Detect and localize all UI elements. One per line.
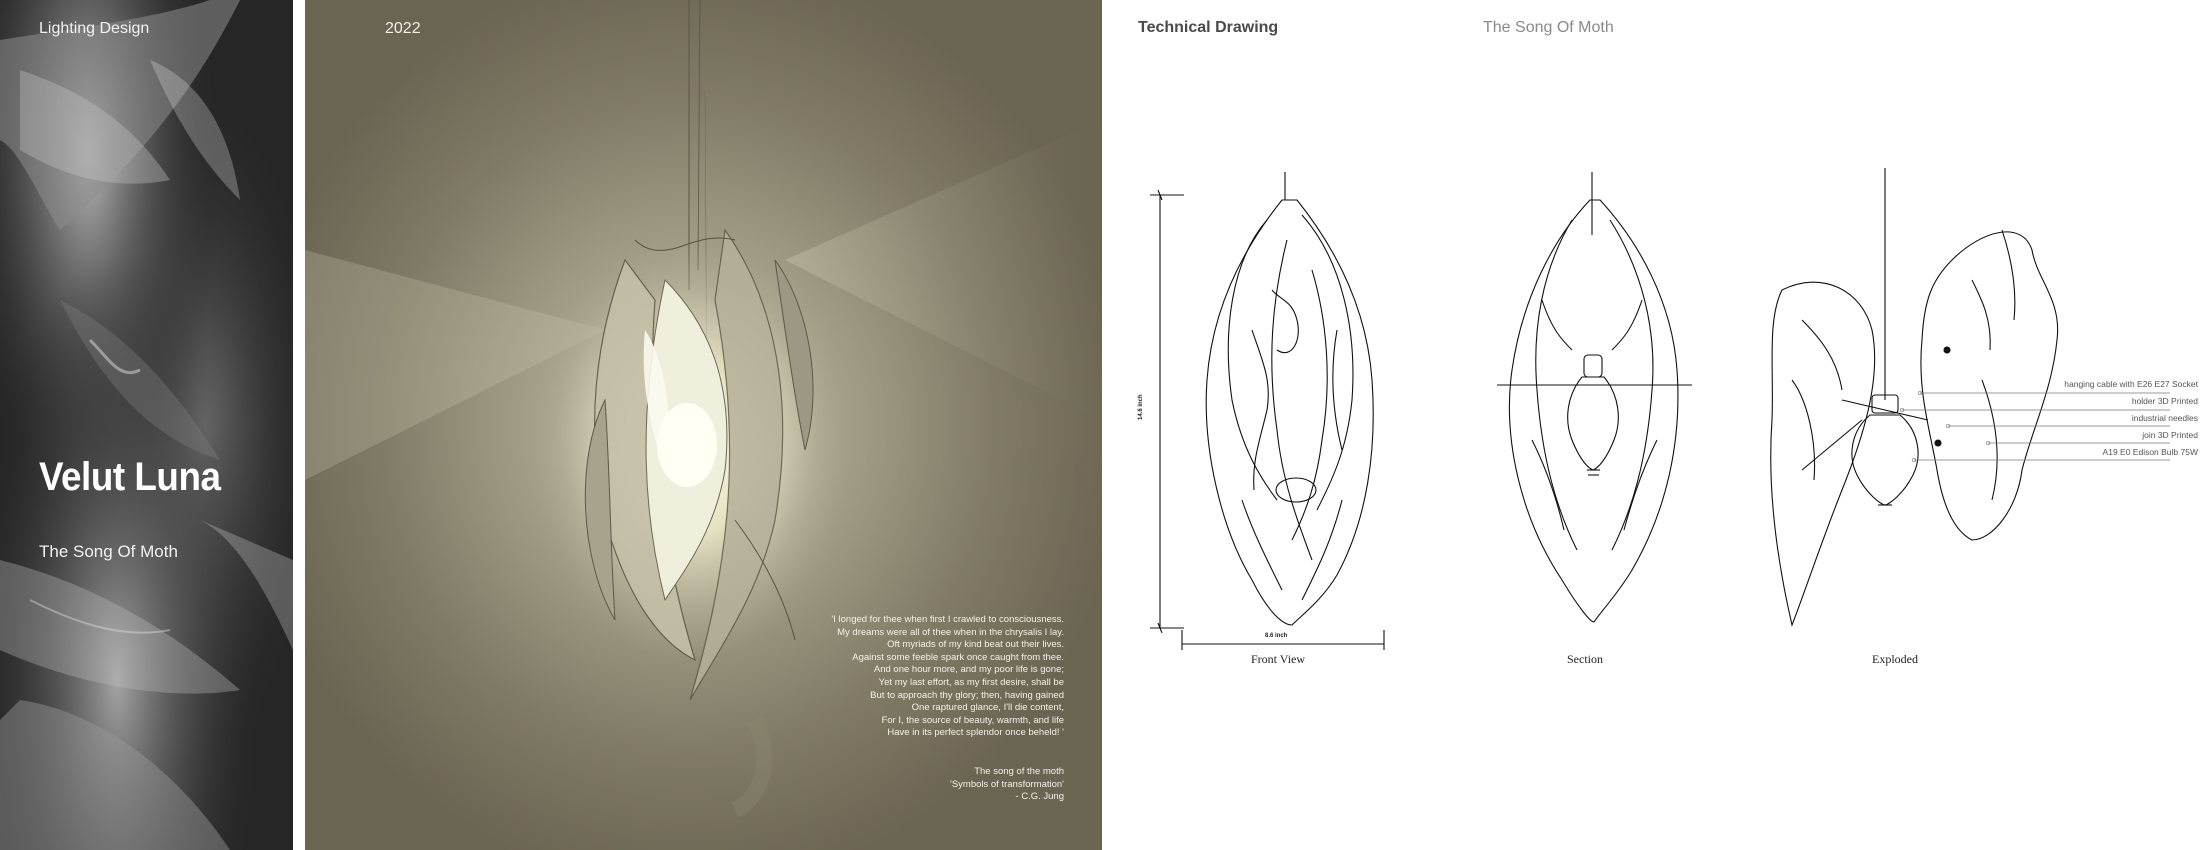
project-title: Velut Luna [39,455,221,499]
poem-line: Yet my last effort, as my first desire, shall be [878,676,1064,688]
exploded-view-drawing [1771,168,2170,625]
poem-line: For I, the source of beauty, warmth, and life [881,714,1064,726]
lamp-photo-panel [305,0,1102,850]
callout-join: join 3D Printed [2142,430,2198,440]
poem-line: 'I longed for thee when first I crawled to consciousness. [831,614,1064,625]
cover-panel [0,0,293,850]
project-year: 2022 [385,20,421,37]
tech-heading: Technical Drawing [1138,19,1279,36]
callout-holder: holder 3D Printed [2131,396,2198,406]
height-dimension: 14.6 inch [1138,394,1144,420]
poem-text [644,614,1064,740]
section-caption: Section [1567,652,1603,666]
category-label: Lighting Design [39,20,150,37]
technical-drawing-panel [1102,0,2200,850]
credit-line: - C.G. Jung [1015,791,1064,803]
poem-line: My dreams were all of thee when in the chrysalis I lay. [837,626,1064,638]
exploded-caption: Exploded [1872,652,1918,666]
poem-line: Have in its perfect splendor once beheld! ' [887,727,1064,739]
poem-line: And one hour more, and my poor life is gone; [873,664,1064,676]
front-view-caption: Front View [1250,652,1306,666]
tech-subheading: The Song Of Moth [1483,19,1614,36]
poem-line: Oft myriads of my kind beat out their lives. [887,639,1064,651]
credit-line: 'Symbols of transformation' [950,778,1064,790]
section-view-drawing [1497,172,1692,622]
poem-credit [950,766,1064,804]
front-view-drawing [1150,172,1384,650]
width-dimension: 8.6 inch [1265,633,1288,639]
poem-line: One raptured glance, I'll die content, [911,702,1064,714]
callout-hanging-cable: hanging cable with E26 E27 Socket [2064,379,2198,389]
poem-line: But to approach thy glory; then, having gained [870,689,1064,701]
project-subtitle: The Song Of Moth [39,542,178,561]
callout-needles: industrial needles [2131,413,2198,423]
moth-texture-image [0,0,293,850]
credit-line: The song of the moth [974,766,1064,777]
callout-bulb: A19 E0 Edison Bulb 75W [2102,447,2198,457]
poem-line: Against some feeble spark once caught from thee. [852,651,1064,663]
technical-drawing [1102,0,2200,850]
